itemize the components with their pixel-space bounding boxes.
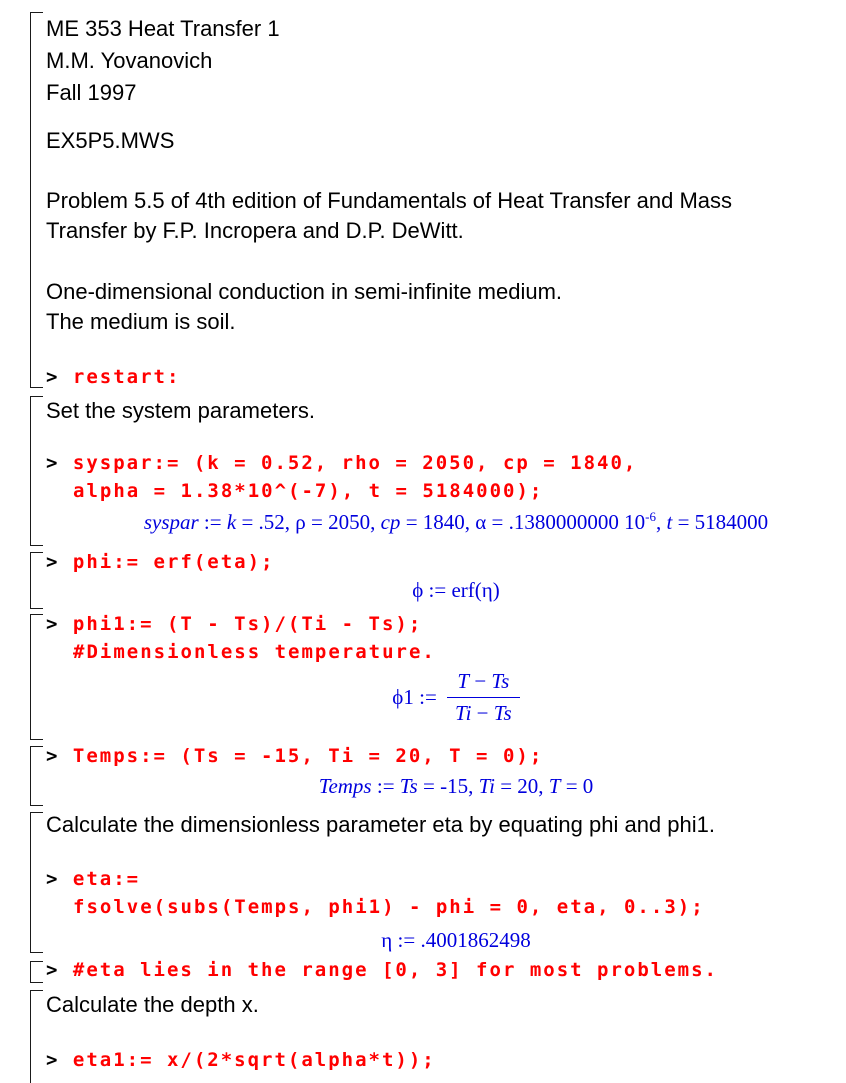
alpha-symbol: α: [475, 510, 487, 534]
output-phi1: [46, 669, 846, 726]
input-restart[interactable]: [46, 366, 180, 388]
math-token: = 20,: [494, 774, 549, 798]
input-eta-text1: eta:=: [72, 868, 141, 890]
input-eta-comment[interactable]: [46, 959, 718, 981]
input-prompt: >: [46, 613, 73, 635]
term-label[interactable]: Fall 1997: [46, 80, 137, 105]
exec-group-phi1: [30, 614, 846, 740]
input-prompt: >: [46, 868, 73, 890]
output-eta: [46, 928, 846, 953]
input-eta-line2[interactable]: [73, 896, 705, 918]
input-phi[interactable]: [46, 551, 274, 573]
exec-group-header: [30, 12, 846, 388]
description-line2[interactable]: The medium is soil.: [46, 309, 236, 334]
input-prompt: >: [46, 366, 73, 388]
math-token: T: [457, 669, 470, 693]
input-prompt: >: [46, 959, 73, 981]
math-token: 1 :=: [403, 685, 443, 709]
problem-text-line2[interactable]: Transfer by F.P. Incropera and D.P. DeWitt.: [46, 218, 464, 243]
math-token: = .52,: [236, 510, 296, 534]
calc-depth-label[interactable]: Calculate the depth x.: [46, 992, 259, 1017]
input-eta1-text: eta1:= x/(2*sqrt(alpha*t));: [72, 1049, 436, 1071]
eta-symbol: η: [381, 928, 393, 952]
math-token: −: [469, 669, 492, 693]
input-prompt: >: [46, 551, 73, 573]
calc-eta-label[interactable]: Calculate the dimensionless parameter eta by equating phi and phi1.: [46, 812, 715, 837]
math-token: = -15,: [417, 774, 479, 798]
math-token: T: [548, 774, 561, 798]
exponent: -6: [645, 509, 656, 524]
input-syspar-text2: alpha = 1.38*10^(-7), t = 5184000);: [73, 480, 544, 502]
exec-group-temps: [30, 746, 846, 806]
output-phi: [46, 578, 846, 603]
input-eta-comment-text: #eta lies in the range [0, 3] for most problems.: [72, 959, 718, 981]
output-temps: [46, 774, 846, 799]
input-prompt: >: [46, 745, 73, 767]
math-token: −: [471, 701, 494, 725]
input-temps[interactable]: [46, 745, 543, 767]
input-temps-text: Temps:= (Ts = -15, Ti = 20, T = 0);: [72, 745, 544, 767]
input-syspar-line2[interactable]: [73, 480, 543, 502]
fraction-numerator: [447, 669, 520, 698]
rho-symbol: ρ: [295, 510, 306, 534]
math-token: = 1840,: [400, 510, 476, 534]
math-token: ): [492, 578, 500, 602]
input-phi1-text1: phi1:= (T - Ts)/(Ti - Ts);: [72, 613, 423, 635]
input-phi1-line2[interactable]: [73, 641, 436, 663]
author-name[interactable]: M.M. Yovanovich: [46, 48, 213, 73]
exec-group-eta: [30, 812, 846, 953]
math-token: cp: [380, 510, 401, 534]
math-token: syspar: [143, 510, 199, 534]
math-token: = 2050,: [305, 510, 381, 534]
math-token: k: [226, 510, 237, 534]
exec-group-eta-comment: [30, 961, 846, 983]
description-line1[interactable]: One-dimensional conduction in semi-infinite medium.: [46, 279, 563, 304]
input-phi1-line1[interactable]: [46, 613, 422, 635]
fraction-denominator: [447, 698, 520, 726]
input-phi-text: phi:= erf(eta);: [72, 551, 275, 573]
math-token: Ts: [491, 669, 510, 693]
exec-group-eta1: [30, 990, 846, 1083]
math-token: = 0: [560, 774, 594, 798]
exec-group-syspar: [30, 396, 846, 546]
input-eta-text2: fsolve(subs(Temps, phi1) - phi = 0, eta, 0..3);: [73, 896, 705, 918]
fraction: [447, 669, 520, 726]
math-token: := erf(: [423, 578, 482, 602]
problem-text-line1[interactable]: Problem 5.5 of 4th edition of Fundamentals of Heat Transfer and Mass: [46, 188, 733, 213]
math-token: Ti: [455, 701, 472, 725]
input-eta1[interactable]: [46, 1049, 436, 1071]
input-prompt: >: [46, 452, 73, 474]
math-token: = 5184000: [672, 510, 769, 534]
math-token: Ti: [478, 774, 495, 798]
math-token: = .1380000000 10: [486, 510, 646, 534]
math-token: := .4001862498: [392, 928, 531, 952]
output-syspar: [46, 510, 846, 535]
math-token: Temps: [318, 774, 372, 798]
input-phi1-comment: #Dimensionless temperature.: [73, 641, 436, 663]
exec-group-phi: [30, 552, 846, 609]
eta-symbol: η: [481, 578, 493, 602]
math-token: ,: [655, 510, 667, 534]
phi-symbol: ϕ: [412, 578, 424, 602]
course-title[interactable]: ME 353 Heat Transfer 1: [46, 16, 280, 41]
set-params-label[interactable]: Set the system parameters.: [46, 398, 315, 423]
phi-symbol: ϕ: [392, 685, 404, 709]
math-token: t: [666, 510, 673, 534]
input-eta-line1[interactable]: [46, 868, 140, 890]
input-syspar-line1[interactable]: [46, 452, 637, 474]
input-restart-text: restart:: [72, 366, 181, 388]
math-token: Ts: [399, 774, 418, 798]
math-token: :=: [198, 510, 227, 534]
worksheet-filename[interactable]: EX5P5.MWS: [46, 128, 175, 153]
input-syspar-text1: syspar:= (k = 0.52, rho = 2050, cp = 1840,: [72, 452, 638, 474]
math-token: Ts: [493, 701, 512, 725]
input-prompt: >: [46, 1049, 73, 1071]
math-token: :=: [371, 774, 400, 798]
